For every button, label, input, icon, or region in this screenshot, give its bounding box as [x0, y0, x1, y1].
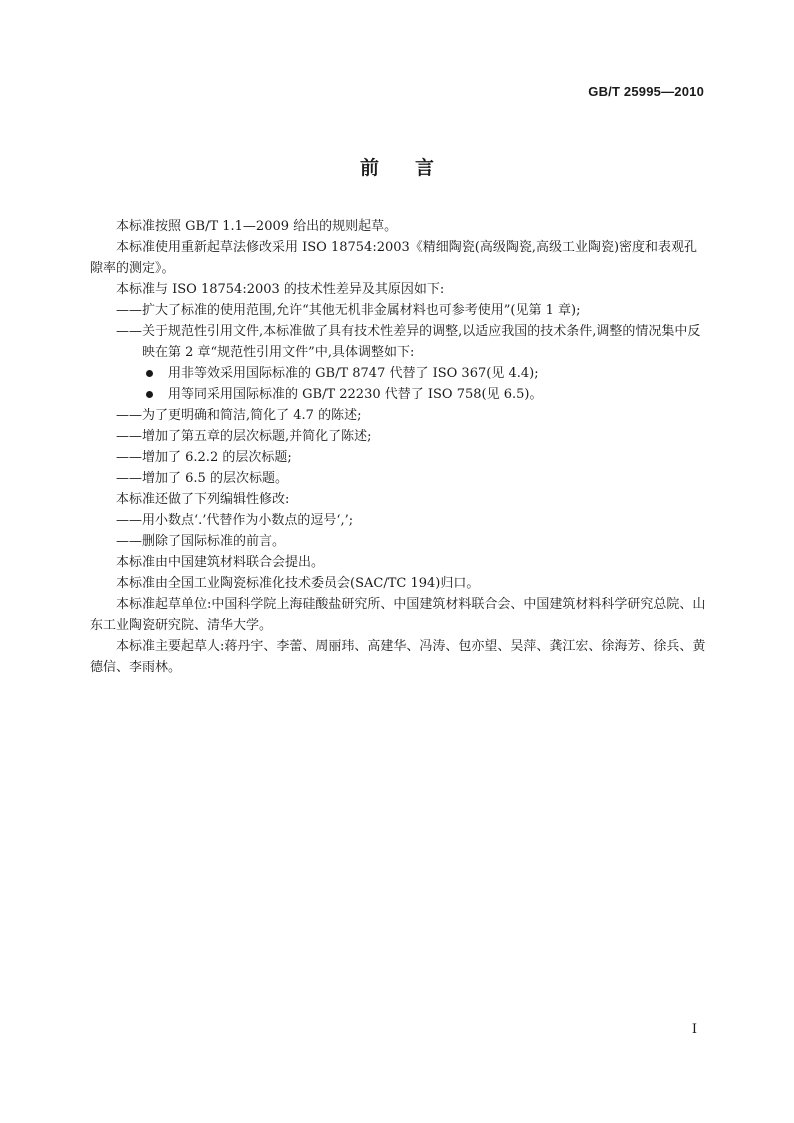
list-item	[90, 510, 706, 531]
list-item-text: 用小数点‘.’代替作为小数点的逗号‘,’;	[142, 513, 354, 528]
dash-mark: ——	[116, 471, 142, 486]
page-title: 前言	[359, 157, 470, 179]
paragraph-editorial-intro: 本标准还做了下列编辑性修改:	[116, 492, 290, 507]
list-item	[90, 468, 706, 489]
paragraph-drafting-rules: 本标准按照 GB/T 1.1—2009 给出的规则起草。	[116, 219, 398, 234]
list-item-text: 为了更明确和简洁,简化了 4.7 的陈述;	[142, 408, 362, 423]
dash-mark: ——	[116, 513, 142, 528]
list-item-text: 增加了 6.5 的层次标题。	[142, 471, 288, 486]
paragraph-adoption: 本标准使用重新起草法修改采用 ISO 18754:2003《精细陶瓷(高级陶瓷,高级工业陶瓷)密度和表观孔隙率的测定》。	[90, 240, 698, 276]
bullet-item-text: 用非等效采用国际标准的 GB/T 8747 代替了 ISO 367(见 4.4);	[168, 366, 539, 381]
dash-mark: ——	[116, 408, 142, 423]
paragraph-drafting-units: 本标准起草单位:中国科学院上海硅酸盐研究所、中国建筑材料联合会、中国建筑材料科学研究总院、山东工业陶瓷研究院、清华大学。	[90, 597, 706, 633]
dash-mark: ——	[116, 534, 142, 549]
page-number: I	[691, 1022, 697, 1037]
list-item-text: 删除了国际标准的前言。	[142, 534, 286, 549]
bullet-item	[90, 384, 706, 405]
list-item	[90, 405, 706, 426]
bullet-item	[90, 363, 706, 384]
list-item	[90, 447, 706, 468]
bullet-dot-icon	[146, 370, 153, 377]
bullet-item-text: 用等同采用国际标准的 GB/T 22230 代替了 ISO 758(见 6.5)。	[168, 387, 543, 402]
list-item-text: 增加了第五章的层次标题,并简化了陈述;	[142, 429, 372, 444]
list-item	[90, 426, 706, 447]
paragraph-drafters: 本标准主要起草人:蒋丹宇、李蕾、周丽玮、高建华、冯涛、包亦望、吴萍、龚江宏、徐海芳、徐兵、黄德信、李雨林。	[90, 639, 706, 675]
foreword-body	[90, 216, 706, 678]
dash-mark: ——	[116, 450, 142, 465]
dash-mark: ——	[116, 324, 142, 339]
paragraph-proposer: 本标准由中国建筑材料联合会提出。	[116, 555, 325, 570]
standard-number: GB/T 25995—2010	[588, 84, 704, 99]
list-item-text: 增加了 6.2.2 的层次标题;	[142, 450, 292, 465]
list-item-text: 扩大了标准的使用范围,允许“其他无机非金属材料也可参考使用”(见第 1 章);	[142, 303, 581, 318]
bullet-dot-icon	[146, 391, 153, 398]
dash-mark: ——	[116, 303, 142, 318]
list-item-text: 关于规范性引用文件,本标准做了具有技术性差异的调整,以适应我国的技术条件,调整的情况集中反映在第 2 章“规范性引用文件”中,具体调整如下:	[142, 324, 701, 360]
list-item	[90, 531, 706, 552]
list-item	[90, 300, 706, 321]
list-item	[90, 321, 706, 363]
dash-mark: ——	[116, 429, 142, 444]
paragraph-differences-intro: 本标准与 ISO 18754:2003 的技术性差异及其原因如下:	[116, 282, 445, 297]
paragraph-committee: 本标准由全国工业陶瓷标准化技术委员会(SAC/TC 194)归口。	[116, 576, 480, 591]
